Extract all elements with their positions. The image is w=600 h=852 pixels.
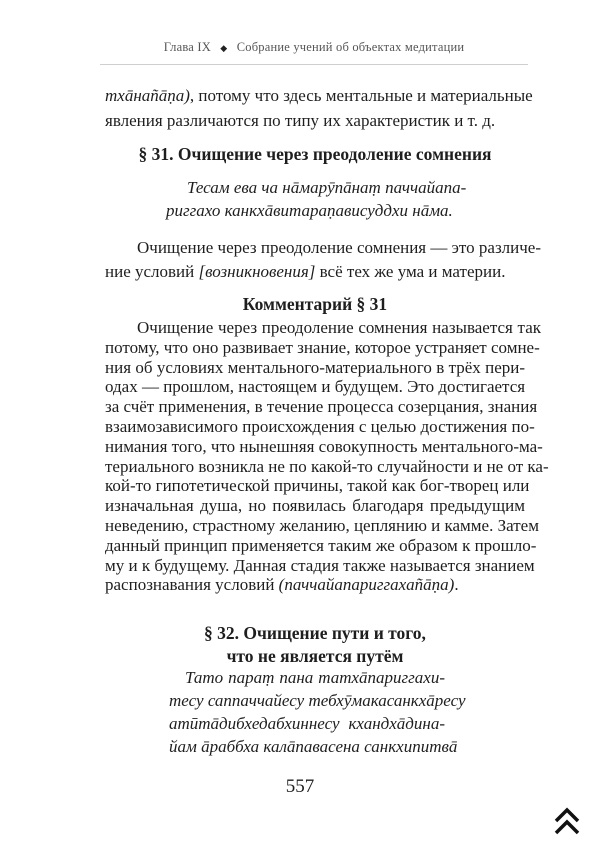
page-number: 557: [285, 776, 315, 797]
text: .: [454, 575, 459, 594]
text: всё тех же ума и материи.: [315, 262, 506, 281]
text-line: [105, 262, 525, 281]
text-line: взаимозависимого происхождения с целью достижения по-: [105, 417, 535, 436]
bracketed-term: [возникновения]: [198, 262, 316, 281]
text-line: данный принцип применяется таким же образом к прошло-: [105, 535, 537, 555]
text-line: потому, что оно развивает знание, которое устраняет сомне-: [105, 337, 540, 357]
diamond-separator-icon: ◆: [220, 43, 228, 53]
text-line: му и к будущему. Данная стадия также называется знанием: [105, 555, 535, 575]
text-line: неведению, страстному желанию, цеплянию и камме. Затем: [105, 516, 539, 535]
verse-line: йам āраббха калāпавасена санкхипитвā: [169, 737, 458, 756]
text-line: [105, 86, 533, 105]
text-line: [105, 575, 525, 594]
text-line: Очищение через преодоление сомнения называется так: [137, 318, 541, 337]
text-line: кой-то гипотетической причины, такой как бог-творец или: [105, 476, 530, 496]
running-header: [100, 40, 528, 55]
verse-line: риггахо канкхāвитараṇависуддхи нāма.: [166, 201, 453, 220]
section-heading: § 31. Очищение через преодоление сомнения: [138, 144, 492, 164]
verse-line: атӣтāдибхедабхиннесу кхандхāдина-: [169, 714, 445, 733]
text-line: изначальная душа, но появилась благодаря предыдущим: [105, 496, 525, 516]
text-line: ния об условиях ментального-материального в трёх пери-: [105, 357, 525, 377]
section-heading: § 32. Очищение пути и того,: [204, 623, 426, 643]
text-line: нимания того, что нынешняя совокупность ментального-ма-: [105, 436, 543, 456]
text: , потому что здесь ментальные и материальные: [189, 86, 533, 105]
text-line: явления различаются по типу их характеристик и т. д.: [105, 111, 496, 130]
verse-line: тесу саппаччайесу тебхӯмакасанкхāресу: [169, 691, 466, 710]
double-chevron-up-icon[interactable]: [553, 806, 581, 836]
pali-term: тхāнañāṇа): [105, 86, 190, 105]
section-heading: что не является путём: [226, 646, 404, 666]
header-rule: [100, 64, 528, 65]
commentary-heading: Комментарий § 31: [242, 294, 388, 314]
text-line: одах — прошлом, настоящем и будущем. Это достигается: [105, 377, 526, 397]
text: распознавания условий: [105, 575, 279, 594]
pali-term: (паччайапариггахañāṇа): [278, 575, 455, 594]
text-line: териального возникла не по какой-то случайности и не от ка-: [105, 456, 549, 476]
text: ние условий: [105, 262, 199, 281]
chapter-label: Глава IX: [163, 40, 211, 54]
text-line: Очищение через преодоление сомнения — это различе-: [137, 238, 541, 257]
verse-line: Тесам ева ча нāмарӯпāнаṃ паччайапа-: [187, 178, 467, 197]
text-line: за счёт применения, в течение процесса созерцания, знания: [105, 397, 538, 417]
chapter-title: Собрание учений об объектах медитации: [236, 40, 465, 54]
verse-line: Тато параṃ пана татхāпариггахи-: [185, 668, 445, 687]
